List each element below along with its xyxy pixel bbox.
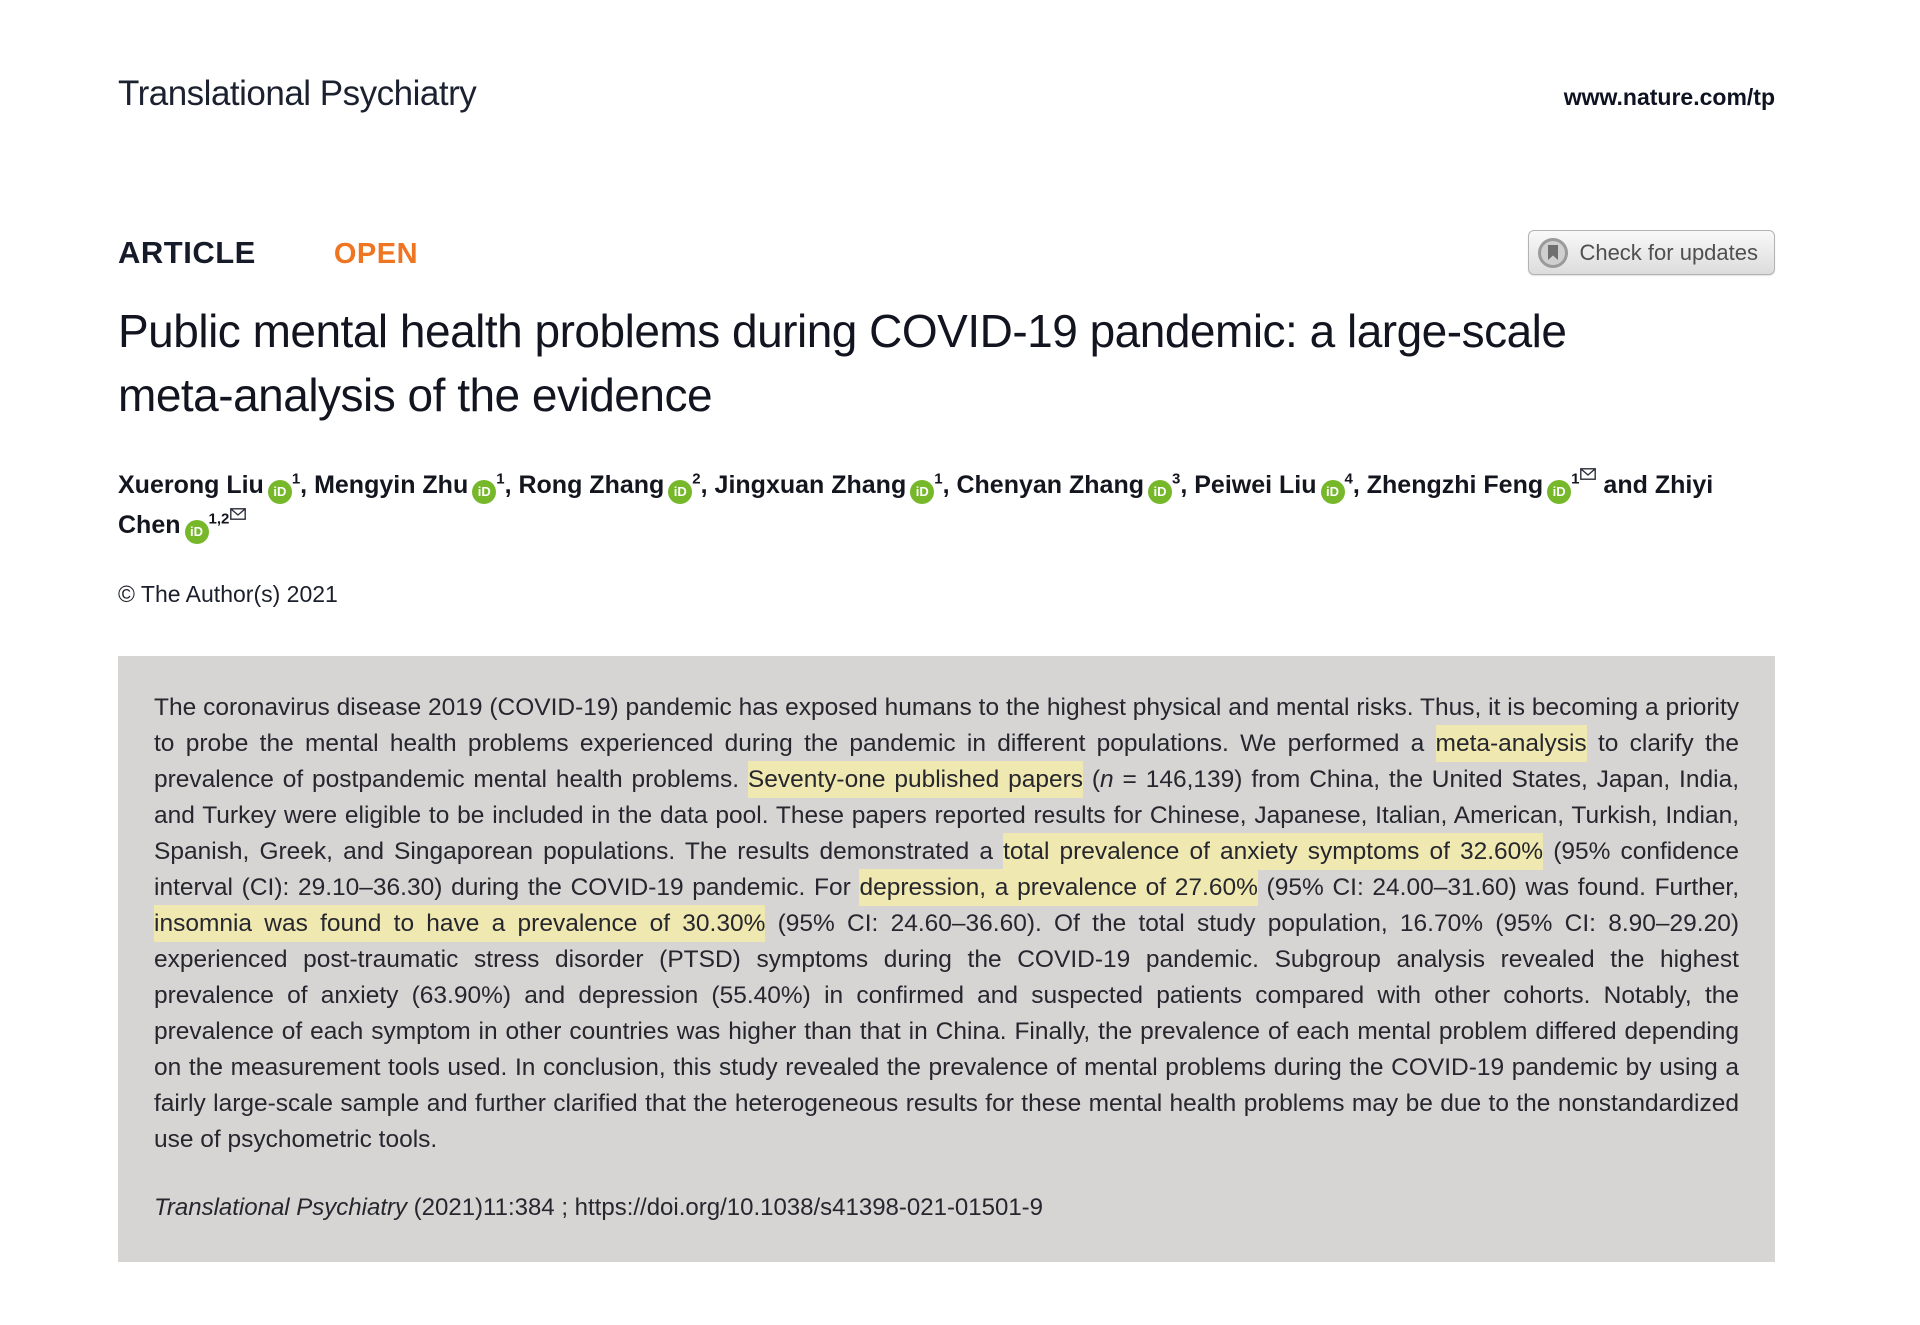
orcid-icon[interactable]: iD (1321, 480, 1345, 504)
abstract-segment: to clarify the prevalence of postpandemic mental health problems. (154, 730, 1739, 793)
check-updates-icon (1537, 237, 1569, 269)
author-name: Rong Zhang (518, 471, 665, 499)
abstract-segment: (95% CI: 24.00–31.60) was found. Further, (1257, 874, 1740, 901)
doi-link[interactable]: https://doi.org/10.1038/s41398-021-01501-9 (574, 1194, 1044, 1221)
abstract-segment: (95% CI: 24.60–36.60). Of the total study population, 16.70% (95% CI: 8.90–29.20) experienced post-traumatic stress disorder (PTSD) symptoms during the COVID-19 pandemic. Subgroup analysis revealed the highest prevalence of anxiety (63.90%) and depression (55.40%) in confirmed and suspected patients compared with other cohorts. Notably, the prevalence of each symptom in other countries was higher than that in China. Finally, the prevalence of each mental problem differed depending on the measurement tools used. In conclusion, this study revealed the prevalence of mental problems during the COVID-19 pandemic by using a fairly large-scale sample and further clarified that the heterogeneous results for these mental health problems may be due to the nonstandardized use of psychometric tools. (154, 910, 1739, 1153)
citation-journal-name: Translational Psychiatry (154, 1194, 407, 1221)
highlighted-text: total prevalence of anxiety symptoms of 32.60% (1003, 833, 1543, 870)
envelope-icon[interactable] (229, 511, 246, 528)
author-name: Zhiyi Chen (118, 471, 1714, 539)
author-separator: , (700, 471, 715, 499)
author-affiliation-sup: 1 (496, 470, 505, 488)
author-affiliation-sup: 1 (291, 470, 301, 488)
author-affiliation-sup: 1 (934, 470, 943, 488)
author-separator: and (1596, 471, 1655, 499)
article-meta-row (118, 230, 1775, 275)
copyright-line: © The Author(s) 2021 (118, 581, 338, 607)
abstract-segment: The coronavirus disease 2019 (COVID-19) pandemic has exposed humans to the highest physical and mental risks. Thus, it is becoming a priority to probe the mental health problems experienced during the pandemic in different populations. We performed a (154, 694, 1739, 757)
article-title: Public mental health problems during COVID-19 pandemic: a large-scale meta-analysis of the evidence (118, 305, 1567, 421)
orcid-icon[interactable]: iD (668, 480, 692, 504)
highlighted-text: Seventy-one published papers (748, 761, 1083, 798)
author-affiliation-sup: 4 (1344, 470, 1353, 488)
abstract-segment: ( (1083, 766, 1101, 793)
author-separator: , (1352, 471, 1367, 499)
check-updates-label: Check for updates (1579, 239, 1758, 265)
author-separator: , (504, 471, 519, 499)
journal-name: Translational Psychiatry (118, 74, 477, 113)
orcid-icon[interactable]: iD (1148, 480, 1172, 504)
citation-text: (2021)11:384 ; (406, 1194, 575, 1221)
open-access-label: OPEN (333, 237, 419, 270)
author-separator: , (300, 471, 315, 499)
orcid-icon[interactable]: iD (185, 520, 209, 544)
article-labels (118, 235, 418, 271)
journal-site-url[interactable]: www.nature.com/tp (1563, 84, 1775, 110)
orcid-icon[interactable]: iD (472, 480, 496, 504)
highlighted-text: insomnia was found to have a prevalence of 30.30% (154, 905, 765, 942)
abstract-box (118, 656, 1775, 1262)
envelope-icon[interactable] (1579, 471, 1596, 488)
author-affiliation-sup: 3 (1172, 470, 1181, 488)
author-list (118, 465, 1775, 545)
citation-line (154, 1194, 1739, 1222)
article-type-label: ARTICLE (118, 234, 256, 270)
author-affiliation-sup: 2 (692, 470, 701, 488)
journal-header (118, 74, 1775, 114)
author-separator: , (1180, 471, 1195, 499)
orcid-icon[interactable]: iD (910, 480, 934, 504)
author-name: Peiwei Liu (1194, 471, 1317, 499)
author-name: Zhengzhi Feng (1366, 471, 1544, 499)
author-name: Chenyan Zhang (956, 471, 1144, 499)
abstract-segment: = 146,139) from China, the United States, Japan, India, and Turkey were eligible to be included in the data pool. These papers reported results for Chinese, Japanese, Italian, American, Turkish, Indian, Spanish, Greek, and Singaporean populations. The results demonstrated a (154, 766, 1739, 865)
italic-text: n (1100, 766, 1114, 793)
author-name: Xuerong Liu (118, 471, 264, 499)
highlighted-text: depression, a prevalence of 27.60% (859, 869, 1257, 906)
highlighted-text: meta-analysis (1436, 725, 1587, 762)
author-name: Mengyin Zhu (314, 471, 469, 499)
abstract-text (154, 690, 1739, 1158)
author-affiliation-sup: 1,2 (209, 511, 247, 528)
orcid-icon[interactable]: iD (1547, 480, 1571, 504)
orcid-icon[interactable]: iD (268, 480, 292, 504)
author-affiliation-sup: 1 (1571, 471, 1596, 488)
check-for-updates-button[interactable] (1528, 230, 1775, 275)
author-name: Jingxuan Zhang (714, 471, 907, 499)
abstract-segment: (95% confidence interval (CI): 29.10–36.30) during the COVID-19 pandemic. For (154, 838, 1739, 901)
author-separator: , (942, 471, 957, 499)
